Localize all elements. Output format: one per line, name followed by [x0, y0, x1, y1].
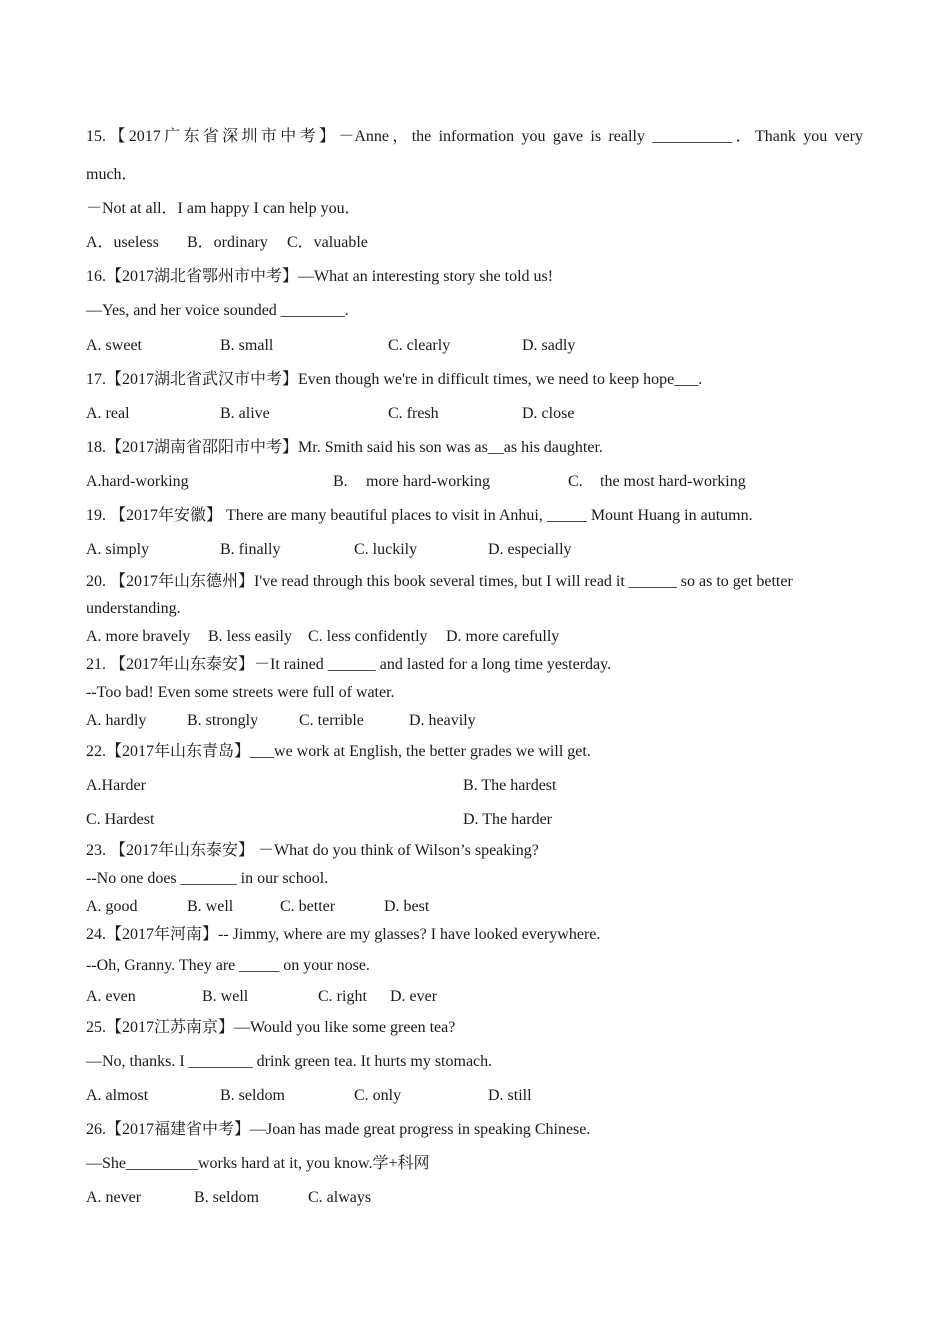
question-16-option-c: C. clearly	[388, 337, 451, 354]
question-20-option-b: B. less easily	[208, 628, 292, 645]
question-26-prompt: 26.【2017福建省中考】—Joan has made great progress in speaking Chinese.	[86, 1121, 591, 1138]
question-20-prompt-cont: understanding.	[86, 600, 181, 617]
question-17-option-b: B. alive	[220, 405, 270, 422]
question-26-option-b: B. seldom	[194, 1189, 259, 1206]
question-22-option-c: C. Hardest	[86, 811, 155, 828]
question-19-option-b: B. finally	[220, 541, 281, 558]
question-18-option-b-letter: B.	[333, 473, 348, 490]
question-20-prompt: 20. 【2017年山东德州】I've read through this book several times, but I will read it ______ so as to get better	[86, 573, 793, 590]
question-15-reply: －Not at all．I am happy I can help you．	[86, 200, 361, 217]
question-19-prompt: 19. 【2017年安徽】 There are many beautiful places to visit in Anhui, _____ Mount Huang in autumn.	[86, 507, 753, 524]
question-15-option-a: A．useless	[86, 234, 159, 251]
question-22-option-b: B. The hardest	[463, 777, 557, 794]
question-22-option-a: A.Harder	[86, 777, 146, 794]
question-23-option-c: C. better	[280, 898, 336, 915]
question-23-reply: --No one does _______ in our school.	[86, 870, 329, 887]
question-16-reply: —Yes, and her voice sounded ________.	[86, 302, 349, 319]
question-23-prompt: 23. 【2017年山东泰安】 －What do you think of Wilson’s speaking?	[86, 842, 539, 859]
question-23-option-a: A. good	[86, 898, 138, 915]
question-17-option-d: D. close	[522, 405, 575, 422]
question-19-option-d: D. especially	[488, 541, 572, 558]
question-21-option-c: C. terrible	[299, 712, 364, 729]
question-18-option-c: the most hard-working	[600, 473, 746, 490]
question-24-option-c: C. right	[318, 988, 367, 1005]
question-22-option-d: D. The harder	[463, 811, 552, 828]
question-26-reply: —She_________works hard at it, you know.学+科网	[86, 1155, 430, 1172]
question-23-option-b: B. well	[187, 898, 234, 915]
question-24-option-a: A. even	[86, 988, 136, 1005]
question-26-option-c: C. always	[308, 1189, 372, 1206]
question-25-option-b: B. seldom	[220, 1087, 285, 1104]
question-23-option-d: D. best	[384, 898, 430, 915]
question-16-prompt: 16.【2017湖北省鄂州市中考】—What an interesting story she told us!	[86, 268, 554, 285]
question-25-option-c: C. only	[354, 1087, 402, 1104]
question-17-option-a: A. real	[86, 405, 130, 422]
question-20-option-a: A. more bravely	[86, 628, 191, 645]
question-24-prompt: 24.【2017年河南】-- Jimmy, where are my glasses? I have looked everywhere.	[86, 926, 601, 943]
question-16-option-b: B. small	[220, 337, 274, 354]
question-17-prompt: 17.【2017湖北省武汉市中考】Even though we're in difficult times, we need to keep hope___.	[86, 371, 703, 388]
question-20-option-d: D. more carefully	[446, 628, 560, 645]
question-25-option-d: D. still	[488, 1087, 532, 1104]
question-16-option-d: D. sadly	[522, 337, 576, 354]
question-21-reply: --Too bad! Even some streets were full of water.	[86, 684, 395, 701]
question-22-prompt: 22.【2017年山东青岛】___we work at English, the better grades we will get.	[86, 743, 591, 760]
question-15-option-b: B．ordinary	[187, 234, 268, 251]
question-18-option-b: more hard-working	[366, 473, 490, 490]
question-26-option-a: A. never	[86, 1189, 142, 1206]
question-15-option-c: C．valuable	[287, 234, 368, 251]
question-24-option-b: B. well	[202, 988, 249, 1005]
question-16-option-a: A. sweet	[86, 337, 142, 354]
question-19-option-c: C. luckily	[354, 541, 418, 558]
question-18-option-a: A.hard-working	[86, 473, 189, 490]
question-17-option-c: C. fresh	[388, 405, 439, 422]
question-24-option-d: D. ever	[390, 988, 438, 1005]
question-21-option-b: B. strongly	[187, 712, 259, 729]
question-15-prompt-cont: much．	[86, 166, 138, 183]
question-19-option-a: A. simply	[86, 541, 150, 558]
question-15-prompt: 15.【2017广东省深圳市中考】－Anne，the information you gave is really __________．Thank you very	[86, 128, 863, 145]
question-18-prompt: 18.【2017湖南省邵阳市中考】Mr. Smith said his son was as__as his daughter.	[86, 439, 603, 456]
question-25-reply: —No, thanks. I ________ drink green tea. It hurts my stomach.	[86, 1053, 493, 1070]
question-21-prompt: 21. 【2017年山东泰安】－It rained ______ and lasted for a long time yesterday.	[86, 656, 612, 673]
question-18-option-c-letter: C.	[568, 473, 583, 490]
question-25-prompt: 25.【2017江苏南京】—Would you like some green tea?	[86, 1019, 456, 1036]
question-25-option-a: A. almost	[86, 1087, 149, 1104]
question-21-option-d: D. heavily	[409, 712, 476, 729]
question-24-reply: --Oh, Granny. They are _____ on your nose.	[86, 957, 370, 974]
question-21-option-a: A. hardly	[86, 712, 147, 729]
question-20-option-c: C. less confidently	[308, 628, 428, 645]
